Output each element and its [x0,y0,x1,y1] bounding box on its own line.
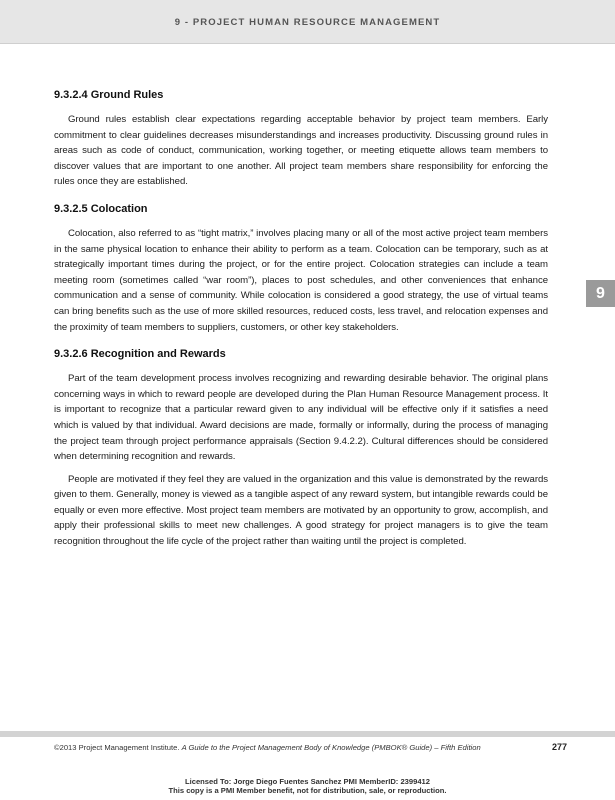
section-heading: 9.3.2.5 Colocation [54,202,148,215]
section-recognition-rewards [54,347,548,550]
paragraph: Part of the team development process involves recognizing and rewarding desirable behavior. The original plans concerning ways in which to reward people are developed during the Plan Human Resource Management process. It is important to recognize that a particular reward given to any individual will be effective only if it satisfies a need which is valued by that individual. Award decisions are made, formally or informally, during the process of managing the project team through project performance appraisals (Section 9.4.2.2). Cultural differences should be considered when determining recognition and rewards. [54,373,548,463]
page-number: 277 [551,742,567,752]
section-ground-rules [54,88,548,190]
section-heading: 9.3.2.4 Ground Rules [54,89,164,101]
footer-divider [0,731,615,737]
section-heading: 9.3.2.6 Recognition and Rewards [54,348,226,361]
section-colocation [54,202,548,335]
page-body [54,88,548,562]
footer-copyright: ©2013 Project Management Institute. [54,743,182,752]
running-header-title: 9 - PROJECT HUMAN RESOURCE MANAGEMENT [174,17,441,28]
paragraph: People are motivated if they feel they are valued in the organization and this value is demonstrated by the rewards given to them. Generally, money is viewed as a tangible aspect of any reward system, but intangible rewards could be equally or even more effective. Most project team members are motivated by an opportunity to grow, accomplish, and apply their professional skills to meet new challenges. A good strategy for project managers is to give the team recognition throughout the life cycle of the project rather than waiting until the project is completed. [54,473,548,548]
chapter-tab: 9 [586,280,615,307]
license-line: Licensed To: Jorge Diego Fuentes Sanchez PMI MemberID: 2399412 [184,777,431,786]
footer-book-title: A Guide to the Project Management Body of Knowledge (PMBOK® Guide) – Fifth Edition [181,743,481,752]
footer-citation [54,743,508,752]
running-header [0,0,615,44]
paragraph: Ground rules establish clear expectations regarding acceptable behavior by project team members. Early commitment to clear guidelines decreases misunderstandings and increases productivity. Discussing ground rules in areas such as code of conduct, communication, working together, or meeting etiquette allows team members to discover values that are important to one another. All project team members share responsibility for enforcing the rules once they are established. [54,114,548,188]
paragraph: Colocation, also referred to as “tight matrix,” involves placing many or all of the most active project team members in the same physical location to enhance their ability to perform as a team. Colocation can be temporary, such as at strategically important times during the project, or for the entire project. Colocation strategies can include a team meeting room (sometimes called “war room”), places to post schedules, and other conveniences that enhance communication and a sense of community. While colocation is considered a good strategy, the use of virtual teams can bring benefits such as the use of more skilled resources, reduced costs, less travel, and relocation expenses and the proximity of team members to suppliers, customers, or other key stakeholders. [54,227,548,333]
license-line: This copy is a PMI Member benefit, not for distribution, sale, or reproduction. [168,785,447,795]
license-notice [0,778,615,795]
